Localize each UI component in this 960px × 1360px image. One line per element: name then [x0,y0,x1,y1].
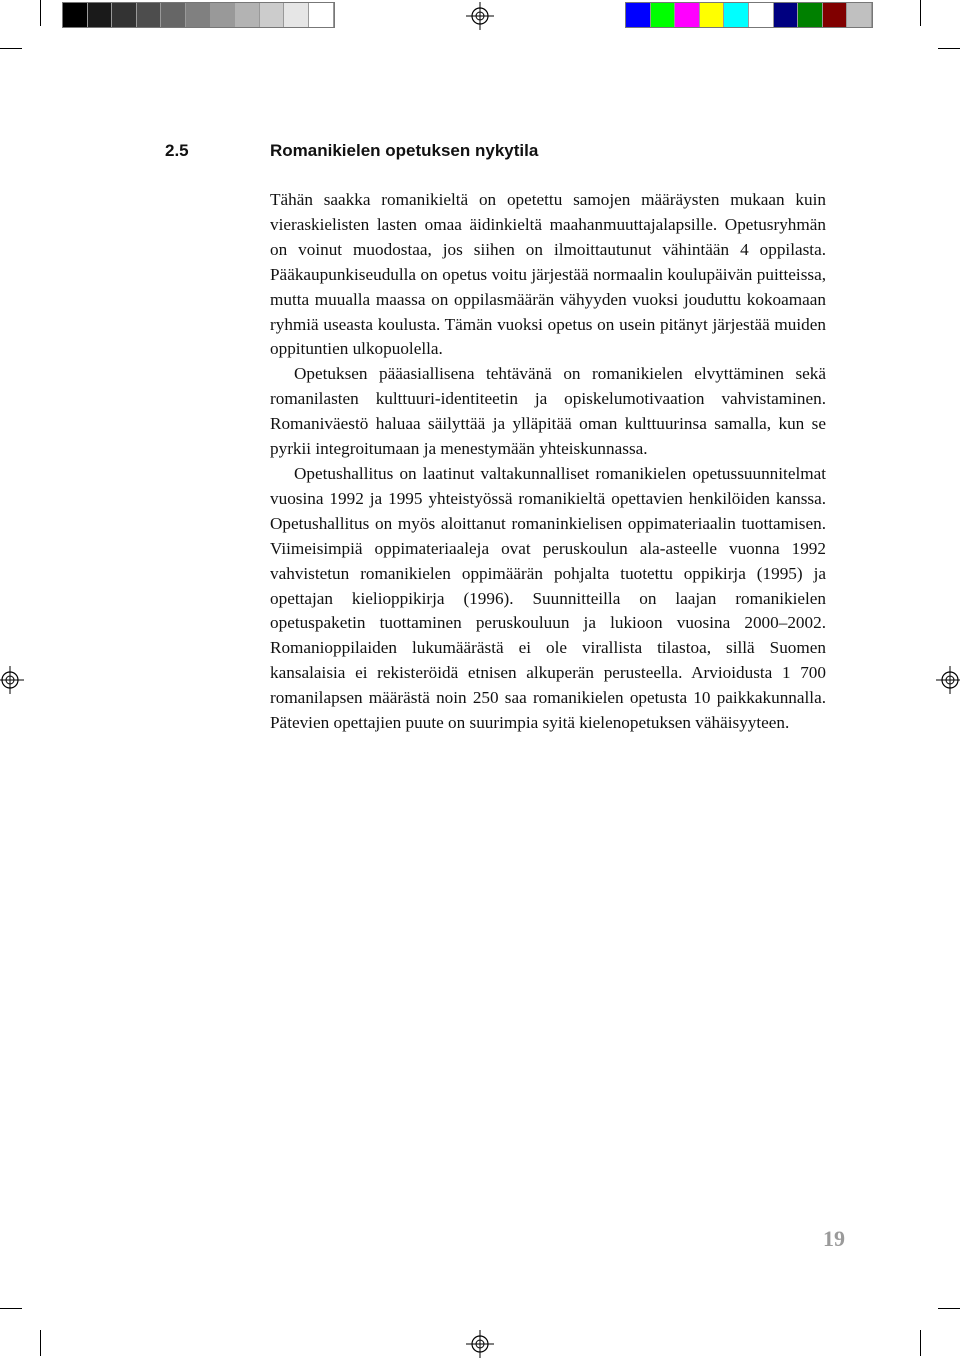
page-number: 19 [823,1226,845,1251]
color-calibration-strip [625,2,873,28]
calibration-swatch [284,3,309,27]
calibration-swatch [88,3,113,27]
calibration-swatch [235,3,260,27]
registration-mark-icon [466,1330,494,1358]
calibration-swatch [112,3,137,27]
calibration-swatch [161,3,186,27]
calibration-swatch [186,3,211,27]
calibration-swatch [823,3,848,27]
crop-mark [920,0,921,26]
registration-mark-icon [0,666,24,694]
calibration-swatch [774,3,799,27]
crop-mark [938,1308,960,1309]
paragraph: Opetuksen pääasiallisena tehtävänä on romanikielen elvyttäminen sekä romanilasten kulttuuri-identiteetin ja opiskelumotivaation vahvistaminen. Romaniväestö haluaa säilyttää ja ylläpitää oman kulttuurinsa samalla, kun se pyrkii integroitumaan ja menestymään yhteiskunnassa. [270,364,826,459]
calibration-swatch [749,3,774,27]
calibration-swatch [626,3,651,27]
registration-mark-icon [936,666,960,694]
grayscale-calibration-strip [62,2,335,28]
crop-mark [40,1330,41,1356]
calibration-swatch [651,3,676,27]
calibration-swatch [675,3,700,27]
calibration-swatch [260,3,285,27]
calibration-swatch [847,3,872,27]
calibration-swatch [724,3,749,27]
crop-mark [0,1308,22,1309]
registration-mark-icon [466,2,494,30]
body-text [270,188,826,736]
section-number: 2.5 [165,141,189,160]
section-title: Romanikielen opetuksen nykytila [270,141,539,160]
calibration-swatch [63,3,88,27]
paragraph: Tähän saakka romanikieltä on opetettu samojen määräysten mukaan kuin vieraskielisten lasten omaa äidinkieltä maahanmuuttajalapsille. Opetusryhmän on voinut muodostaa, jos siihen on ilmoittautunut vähintään 4 oppilasta. Pääkaupunkiseudulla on opetus voitu järjestää normaalin koulupäivän puitteissa, mutta muualla maassa on oppilasmäärän vähyyden vuoksi jouduttu kokoamaan ryhmiä useasta koulusta. Tämän vuoksi opetus on usein pitänyt järjestää muiden oppituntien ulkopuolella. [270,190,826,359]
crop-mark [40,0,41,26]
calibration-swatch [137,3,162,27]
calibration-swatch [700,3,725,27]
calibration-swatch [211,3,236,27]
calibration-swatch [309,3,334,27]
crop-mark [938,48,960,49]
crop-mark [920,1330,921,1356]
calibration-swatch [798,3,823,27]
paragraph: Opetushallitus on laatinut valtakunnalliset romanikielen opetussuunnitelmat vuosina 1992 ja 1995 yhteistyössä romanikieltä opettavien henkilöiden kanssa. Opetushallitus on myös aloittanut romaninkielisen oppimateriaalin tuottamisen. Viimeisimpiä oppimateriaaleja ovat peruskoulun ala-asteelle vuonna 1992 vahvistetun romanikielen oppimäärän pohjalta tuotettu oppikirja (1995) ja opettajan kielioppikirja (1996). Suunnitteilla on laajan romanikielen opetuspaketin tuottaminen peruskouluun ja lukioon vuosina 2000–2002. Romanioppilaiden lukumäärästä ei ole virallista tilastoa, sillä Suomen kansalaisia ei rekisteröidä etnisen alkuperän perusteella. Arvioidusta 1 700 romanilapsen määrästä noin 250 saa romanikielen opetusta 10 paikkakunnalla. Pätevien opettajien puute on suurimpia syitä kielenopetuksen vähäisyyteen. [270,463,826,733]
crop-mark [0,48,22,49]
